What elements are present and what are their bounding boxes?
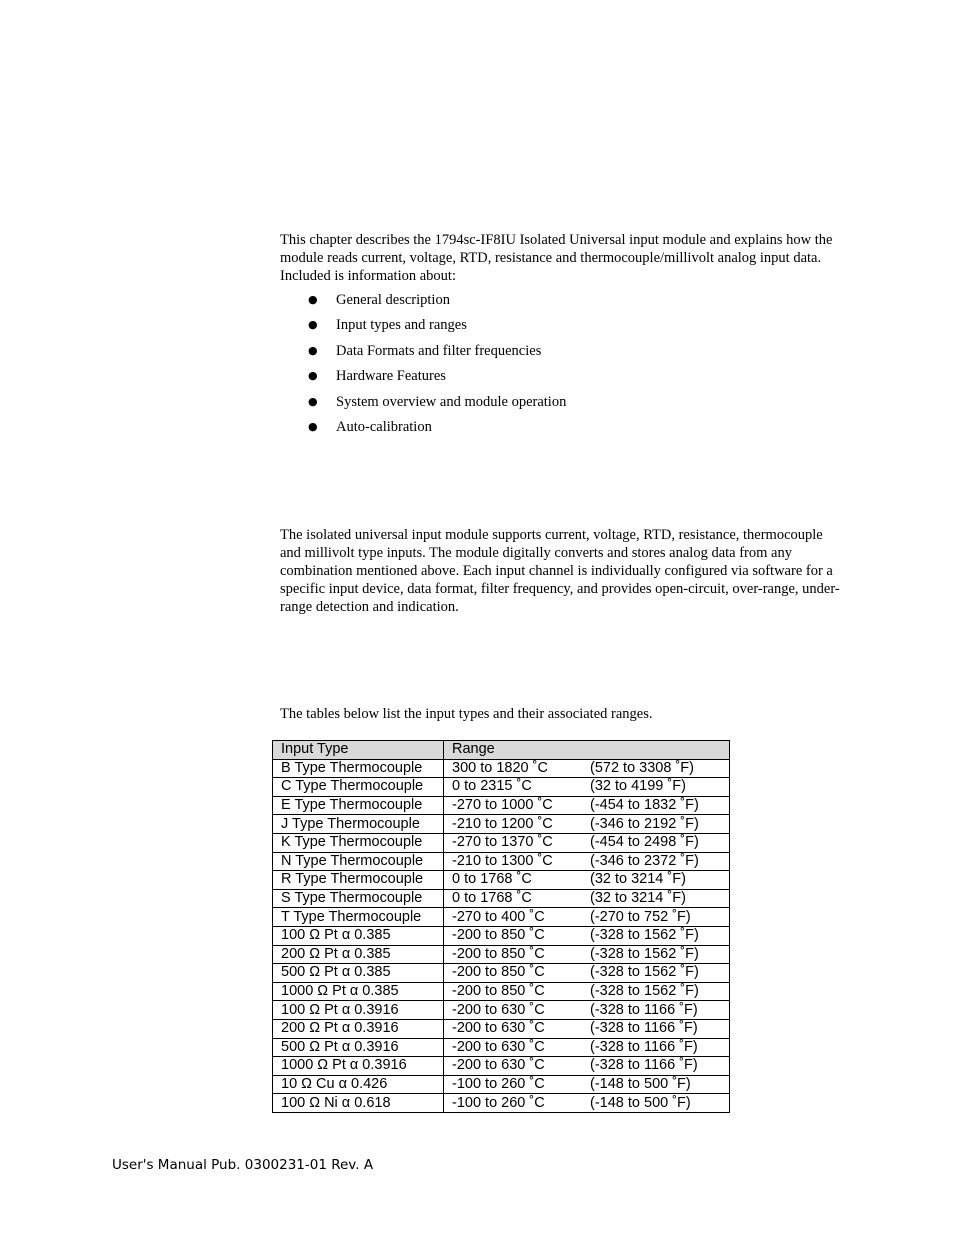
cell-range-f: (32 to 3214 ˚F) xyxy=(584,871,730,890)
cell-range-f: (32 to 4199 ˚F) xyxy=(584,778,730,797)
table-row xyxy=(273,1038,730,1057)
cell-input-type: 100 Ω Ni α 0.618 xyxy=(273,1094,444,1113)
table-row xyxy=(273,945,730,964)
list-item xyxy=(280,418,566,443)
cell-range-c: -270 to 400 ˚C xyxy=(444,908,585,927)
table-row xyxy=(273,1075,730,1094)
list-item-label: Data Formats and filter frequencies xyxy=(336,342,542,359)
cell-input-type: 200 Ω Pt α 0.3916 xyxy=(273,1019,444,1038)
cell-input-type: 100 Ω Pt α 0.385 xyxy=(273,926,444,945)
bullet-icon: ● xyxy=(308,369,318,383)
cell-range-c: -210 to 1300 ˚C xyxy=(444,852,585,871)
list-item-label: Hardware Features xyxy=(336,368,446,385)
cell-range-f: (32 to 3214 ˚F) xyxy=(584,889,730,908)
table-row xyxy=(273,1094,730,1113)
bullet-icon: ● xyxy=(308,343,318,357)
list-item xyxy=(280,342,566,367)
cell-range-f: (-328 to 1166 ˚F) xyxy=(584,1019,730,1038)
cell-range-c: -100 to 260 ˚C xyxy=(444,1075,585,1094)
list-item-label: Auto-calibration xyxy=(336,418,432,435)
table-row xyxy=(273,1057,730,1076)
bullet-icon: ● xyxy=(308,394,318,408)
cell-input-type: 500 Ω Pt α 0.385 xyxy=(273,964,444,983)
cell-range-c: -210 to 1200 ˚C xyxy=(444,815,585,834)
bullet-icon: ● xyxy=(308,318,318,332)
bullet-icon: ● xyxy=(308,419,318,433)
cell-range-f: (-328 to 1166 ˚F) xyxy=(584,1001,730,1020)
page-footer: User's Manual Pub. 0300231-01 Rev. A xyxy=(112,1157,374,1173)
cell-input-type: 500 Ω Pt α 0.3916 xyxy=(273,1038,444,1057)
cell-range-f: (-270 to 752 ˚F) xyxy=(584,908,730,927)
list-item xyxy=(280,291,566,316)
cell-input-type: B Type Thermocouple xyxy=(273,759,444,778)
table-row xyxy=(273,815,730,834)
cell-input-type: 1000 Ω Pt α 0.385 xyxy=(273,982,444,1001)
table-row xyxy=(273,852,730,871)
cell-range-c: 0 to 2315 ˚C xyxy=(444,778,585,797)
tables-intro-paragraph: The tables below list the input types and their associated ranges. xyxy=(280,706,653,722)
cell-range-f: (-328 to 1166 ˚F) xyxy=(584,1057,730,1076)
cell-range-c: -270 to 1000 ˚C xyxy=(444,796,585,815)
list-item xyxy=(280,316,566,341)
cell-range-f: (-328 to 1562 ˚F) xyxy=(584,945,730,964)
list-item-label: System overview and module operation xyxy=(336,393,567,410)
header-range: Range xyxy=(444,741,730,760)
cell-range-c: -200 to 630 ˚C xyxy=(444,1019,585,1038)
table-row xyxy=(273,926,730,945)
table-row xyxy=(273,871,730,890)
table-row xyxy=(273,833,730,852)
cell-range-c: -200 to 850 ˚C xyxy=(444,945,585,964)
cell-range-c: -200 to 850 ˚C xyxy=(444,982,585,1001)
cell-range-c: 0 to 1768 ˚C xyxy=(444,871,585,890)
intro-paragraph: This chapter describes the 1794sc-IF8IU Isolated Universal input module and explains how the module reads current, voltage, RTD, resistance and thermocouple/millivolt analog input data. Included is information about: xyxy=(280,232,833,284)
cell-input-type: J Type Thermocouple xyxy=(273,815,444,834)
table-row xyxy=(273,759,730,778)
bullet-icon: ● xyxy=(308,293,318,306)
cell-range-f: (-328 to 1562 ˚F) xyxy=(584,964,730,983)
cell-input-type: R Type Thermocouple xyxy=(273,871,444,890)
cell-input-type: 100 Ω Pt α 0.3916 xyxy=(273,1001,444,1020)
table-row xyxy=(273,796,730,815)
list-item-label: Input types and ranges xyxy=(336,317,467,334)
cell-range-c: -270 to 1370 ˚C xyxy=(444,833,585,852)
table-header-row xyxy=(273,741,730,760)
table-row xyxy=(273,908,730,927)
cell-range-f: (-328 to 1166 ˚F) xyxy=(584,1038,730,1057)
list-item-label: General description xyxy=(336,292,450,308)
header-input-type: Input Type xyxy=(273,741,444,760)
cell-input-type: T Type Thermocouple xyxy=(273,908,444,927)
cell-input-type: E Type Thermocouple xyxy=(273,796,444,815)
cell-input-type: K Type Thermocouple xyxy=(273,833,444,852)
topics-list xyxy=(280,291,566,443)
cell-input-type: S Type Thermocouple xyxy=(273,889,444,908)
table-row xyxy=(273,964,730,983)
cell-range-f: (-328 to 1562 ˚F) xyxy=(584,982,730,1001)
cell-input-type: 200 Ω Pt α 0.385 xyxy=(273,945,444,964)
cell-input-type: C Type Thermocouple xyxy=(273,778,444,797)
cell-input-type: 10 Ω Cu α 0.426 xyxy=(273,1075,444,1094)
cell-range-f: (-454 to 2498 ˚F) xyxy=(584,833,730,852)
table-row xyxy=(273,778,730,797)
list-item xyxy=(280,393,566,418)
cell-range-c: 300 to 1820 ˚C xyxy=(444,759,585,778)
cell-range-f: (572 to 3308 ˚F) xyxy=(584,759,730,778)
cell-range-f: (-454 to 1832 ˚F) xyxy=(584,796,730,815)
cell-range-c: -100 to 260 ˚C xyxy=(444,1094,585,1113)
cell-range-c: -200 to 850 ˚C xyxy=(444,964,585,983)
cell-range-f: (-346 to 2372 ˚F) xyxy=(584,852,730,871)
table-row xyxy=(273,889,730,908)
cell-range-c: 0 to 1768 ˚C xyxy=(444,889,585,908)
cell-input-type: 1000 Ω Pt α 0.3916 xyxy=(273,1057,444,1076)
cell-range-f: (-148 to 500 ˚F) xyxy=(584,1075,730,1094)
cell-input-type: N Type Thermocouple xyxy=(273,852,444,871)
cell-range-c: -200 to 850 ˚C xyxy=(444,926,585,945)
input-ranges-table xyxy=(272,740,730,1113)
general-description-paragraph: The isolated universal input module supports current, voltage, RTD, resistance, thermocouple and millivolt type inputs. The module digitally converts and stores analog data from any combination mentioned above. Each input channel is individually configured via software for a specific input device, data format, filter frequency, and provides open-circuit, over-range, under-range detection and indication. xyxy=(280,527,840,615)
table-row xyxy=(273,1001,730,1020)
cell-range-c: -200 to 630 ˚C xyxy=(444,1057,585,1076)
cell-range-f: (-346 to 2192 ˚F) xyxy=(584,815,730,834)
list-item xyxy=(280,367,566,392)
cell-range-c: -200 to 630 ˚C xyxy=(444,1001,585,1020)
cell-range-f: (-148 to 500 ˚F) xyxy=(584,1094,730,1113)
cell-range-c: -200 to 630 ˚C xyxy=(444,1038,585,1057)
table-row xyxy=(273,982,730,1001)
table-row xyxy=(273,1019,730,1038)
cell-range-f: (-328 to 1562 ˚F) xyxy=(584,926,730,945)
